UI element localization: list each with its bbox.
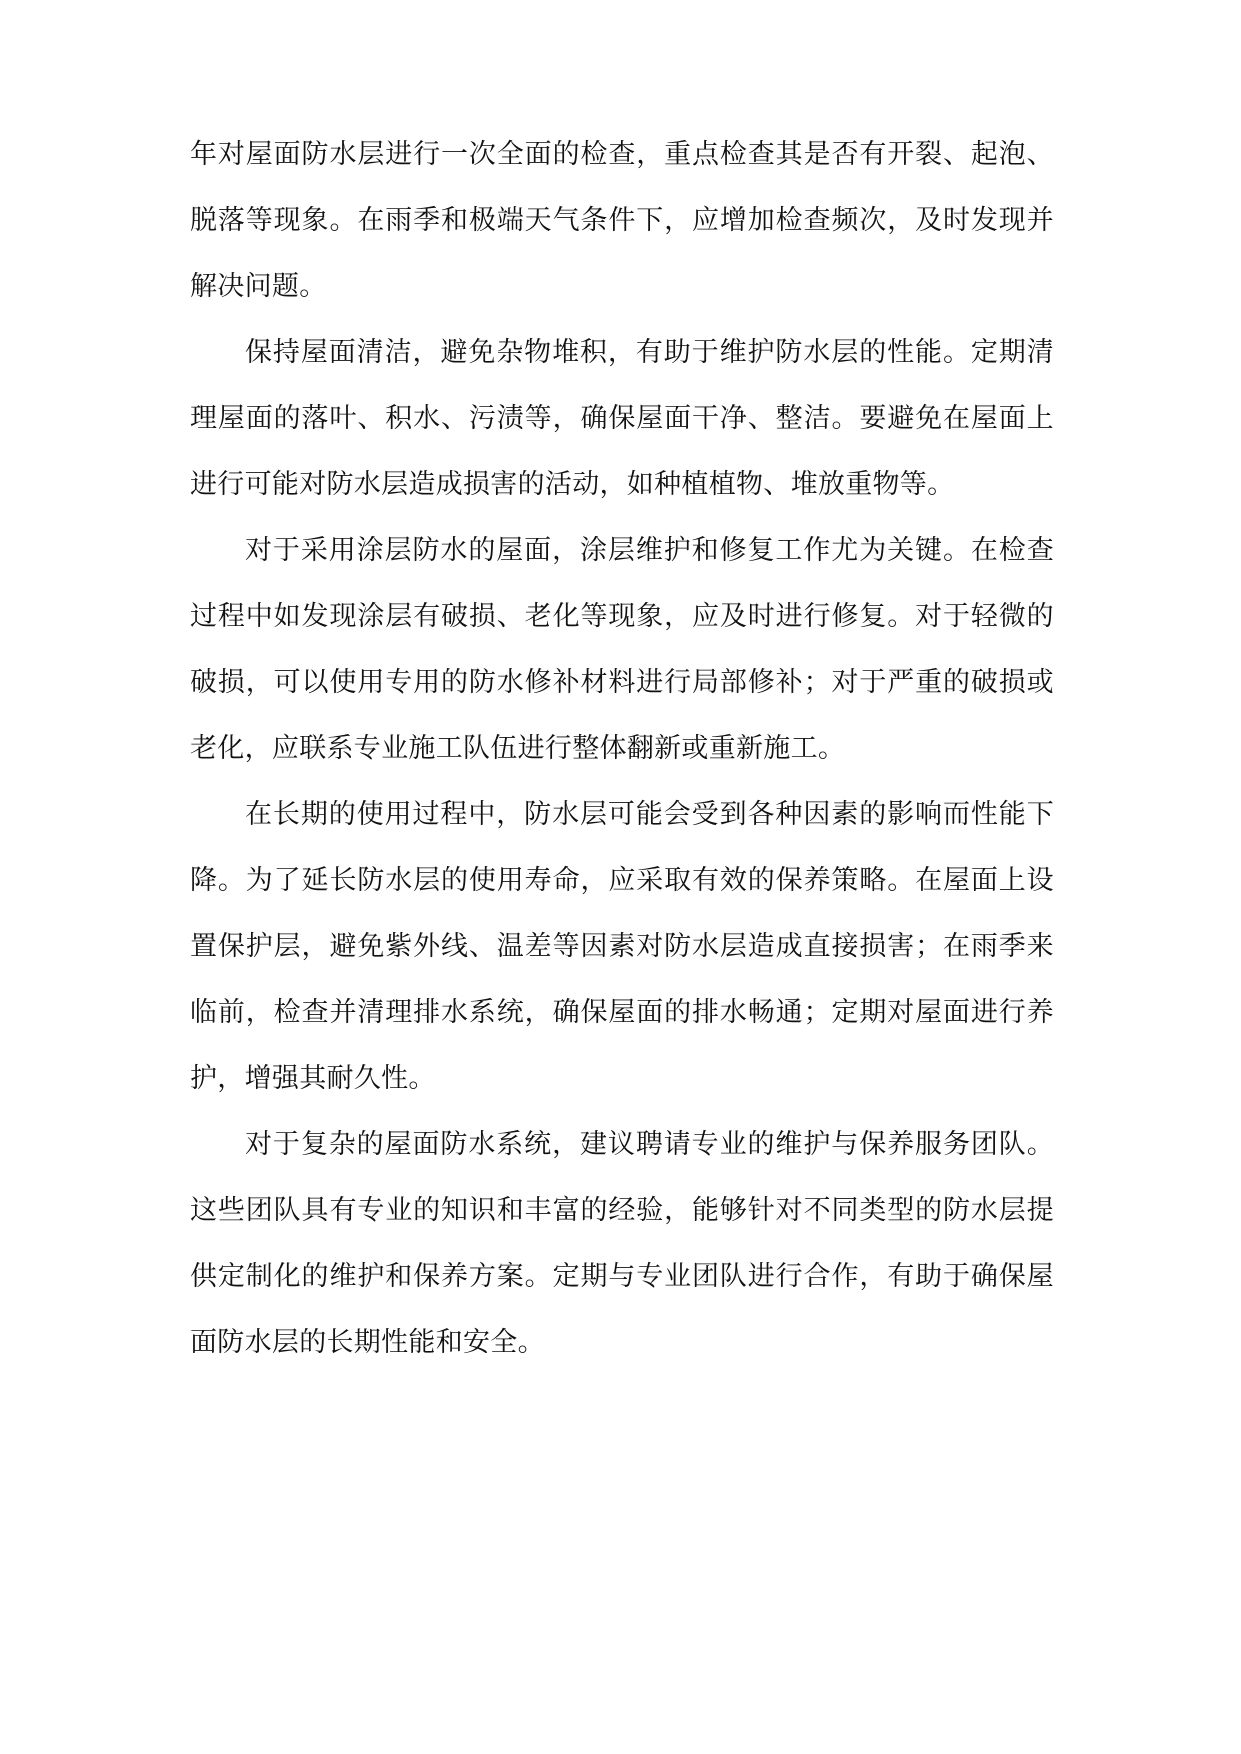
- paragraph-cleaning: 保持屋面清洁，避免杂物堆积，有助于维护防水层的性能。定期清理屋面的落叶、积水、污渍等，确保屋面干净、整洁。要避免在屋面上进行可能对防水层造成损害的活动，如种植植物、堆放重物等。: [190, 337, 1054, 500]
- paragraph-maintenance-strategy: 在长期的使用过程中，防水层可能会受到各种因素的影响而性能下降。为了延长防水层的使用寿命，应采取有效的保养策略。在屋面上设置保护层，避免紫外线、温差等因素对防水层造成直接损害；在雨季来临前，检查并清理排水系统，确保屋面的排水畅通；定期对屋面进行养护，增强其耐久性。: [190, 799, 1054, 1094]
- paragraph-professional-team: 对于复杂的屋面防水系统，建议聘请专业的维护与保养服务团队。这些团队具有专业的知识和丰富的经验，能够针对不同类型的防水层提供定制化的维护和保养方案。定期与专业团队进行合作，有助于确保屋面防水层的长期性能和安全。: [190, 1129, 1054, 1358]
- paragraph-continued: 年对屋面防水层进行一次全面的检查，重点检查其是否有开裂、起泡、脱落等现象。在雨季和极端天气条件下，应增加检查频次，及时发现并解决问题。: [190, 139, 1054, 302]
- document-body: [190, 122, 1054, 1376]
- paragraph-coating-repair: 对于采用涂层防水的屋面，涂层维护和修复工作尤为关键。在检查过程中如发现涂层有破损、老化等现象，应及时进行修复。对于轻微的破损，可以使用专用的防水修补材料进行局部修补；对于严重的破损或老化，应联系专业施工队伍进行整体翻新或重新施工。: [190, 535, 1054, 764]
